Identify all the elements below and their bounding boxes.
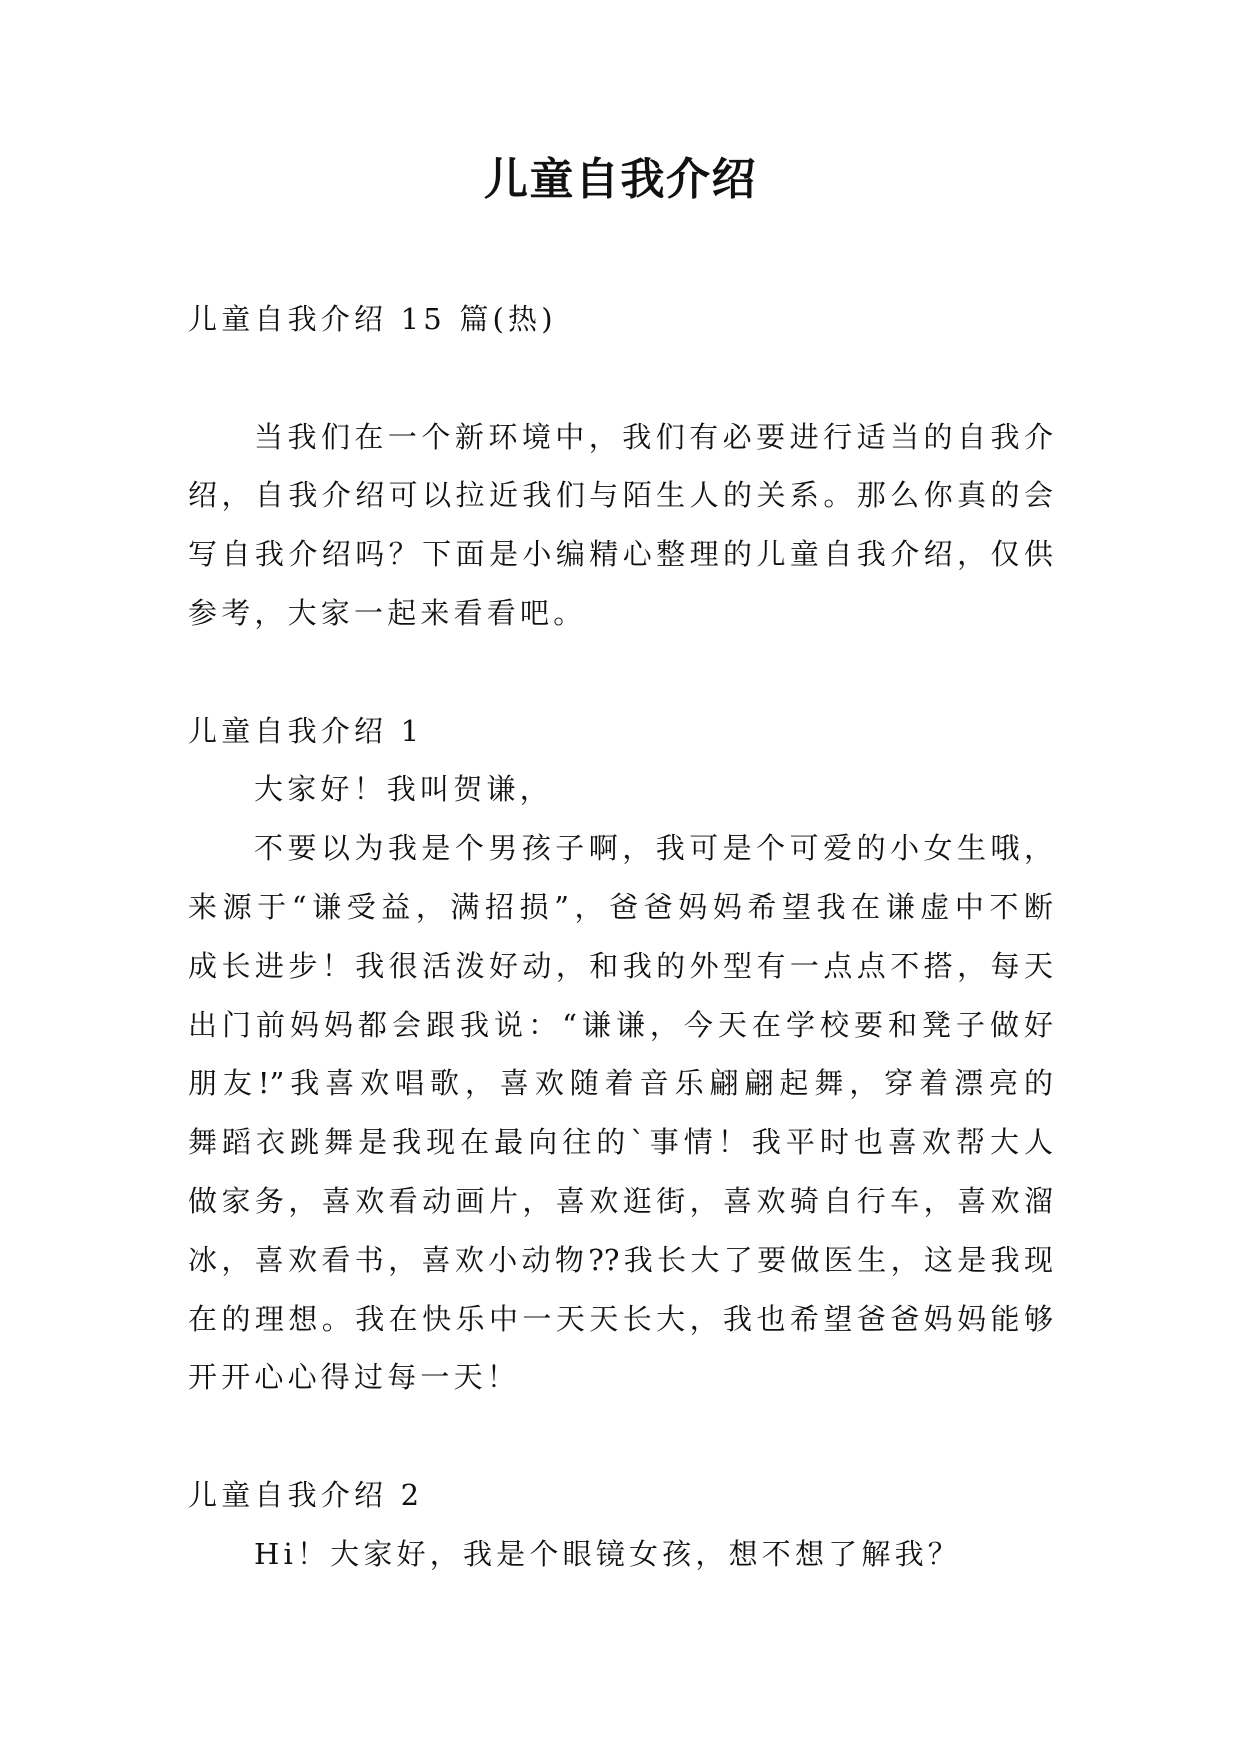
- paragraph-line: 成长进步！我很活泼好动，和我的外型有一点点不搭，每天: [188, 948, 1053, 983]
- paragraph-line: 冰，喜欢看书，喜欢小动物??我长大了要做医生，这是我现: [188, 1242, 1053, 1277]
- paragraph-line: 开开心心得过每一天！: [188, 1360, 521, 1395]
- paragraph-line: 朋友!”我喜欢唱歌，喜欢随着音乐翩翩起舞，穿着漂亮的: [188, 1066, 1053, 1101]
- paragraph-line: 绍，自我介绍可以拉近我们与陌生人的关系。那么你真的会: [188, 478, 1053, 513]
- paragraph-line: 出门前妈妈都会跟我说：“谦谦，今天在学校要和凳子做好: [188, 1007, 1053, 1042]
- paragraph-line: 在的理想。我在快乐中一天天长大，我也希望爸爸妈妈能够: [188, 1301, 1053, 1336]
- section-2: [188, 1466, 1053, 1584]
- intro-paragraph: [188, 408, 1053, 643]
- section-heading: 儿童自我介绍 1: [188, 713, 424, 748]
- paragraph-line: 做家务，喜欢看动画片，喜欢逛街，喜欢骑自行车，喜欢溜: [188, 1183, 1053, 1218]
- section-1: [188, 702, 1053, 1408]
- paragraph-line: 不要以为我是个男孩子啊，我可是个可爱的小女生哦，: [254, 831, 1053, 866]
- paragraph-line: 当我们在一个新环境中，我们有必要进行适当的自我介: [254, 419, 1053, 454]
- paragraph-line: 参考，大家一起来看看吧。: [188, 595, 587, 630]
- document-subtitle: 儿童自我介绍 15 篇(热): [188, 302, 557, 336]
- blank-line: [188, 643, 1053, 702]
- section-heading: 儿童自我介绍 2: [188, 1477, 424, 1512]
- paragraph-line: Hi！大家好，我是个眼镜女孩，想不想了解我？: [254, 1536, 961, 1571]
- blank-line: [188, 1407, 1053, 1466]
- blank-line: [188, 349, 1053, 408]
- document-title: 儿童自我介绍: [484, 154, 757, 205]
- paragraph-line: 来源于“谦受益，满招损”，爸爸妈妈希望我在谦虚中不断: [188, 889, 1053, 924]
- document-body: [188, 290, 1053, 1584]
- paragraph-line: 舞蹈衣跳舞是我现在最向往的`事情！我平时也喜欢帮大人: [188, 1125, 1053, 1160]
- paragraph-line: 写自我介绍吗？下面是小编精心整理的儿童自我介绍，仅供: [188, 537, 1053, 572]
- section-1-greeting: [188, 760, 1053, 819]
- section-2-greeting: [188, 1525, 1053, 1584]
- paragraph-line: 大家好！我叫贺谦，: [254, 772, 553, 807]
- section-1-body-paragraph: [188, 819, 1053, 1407]
